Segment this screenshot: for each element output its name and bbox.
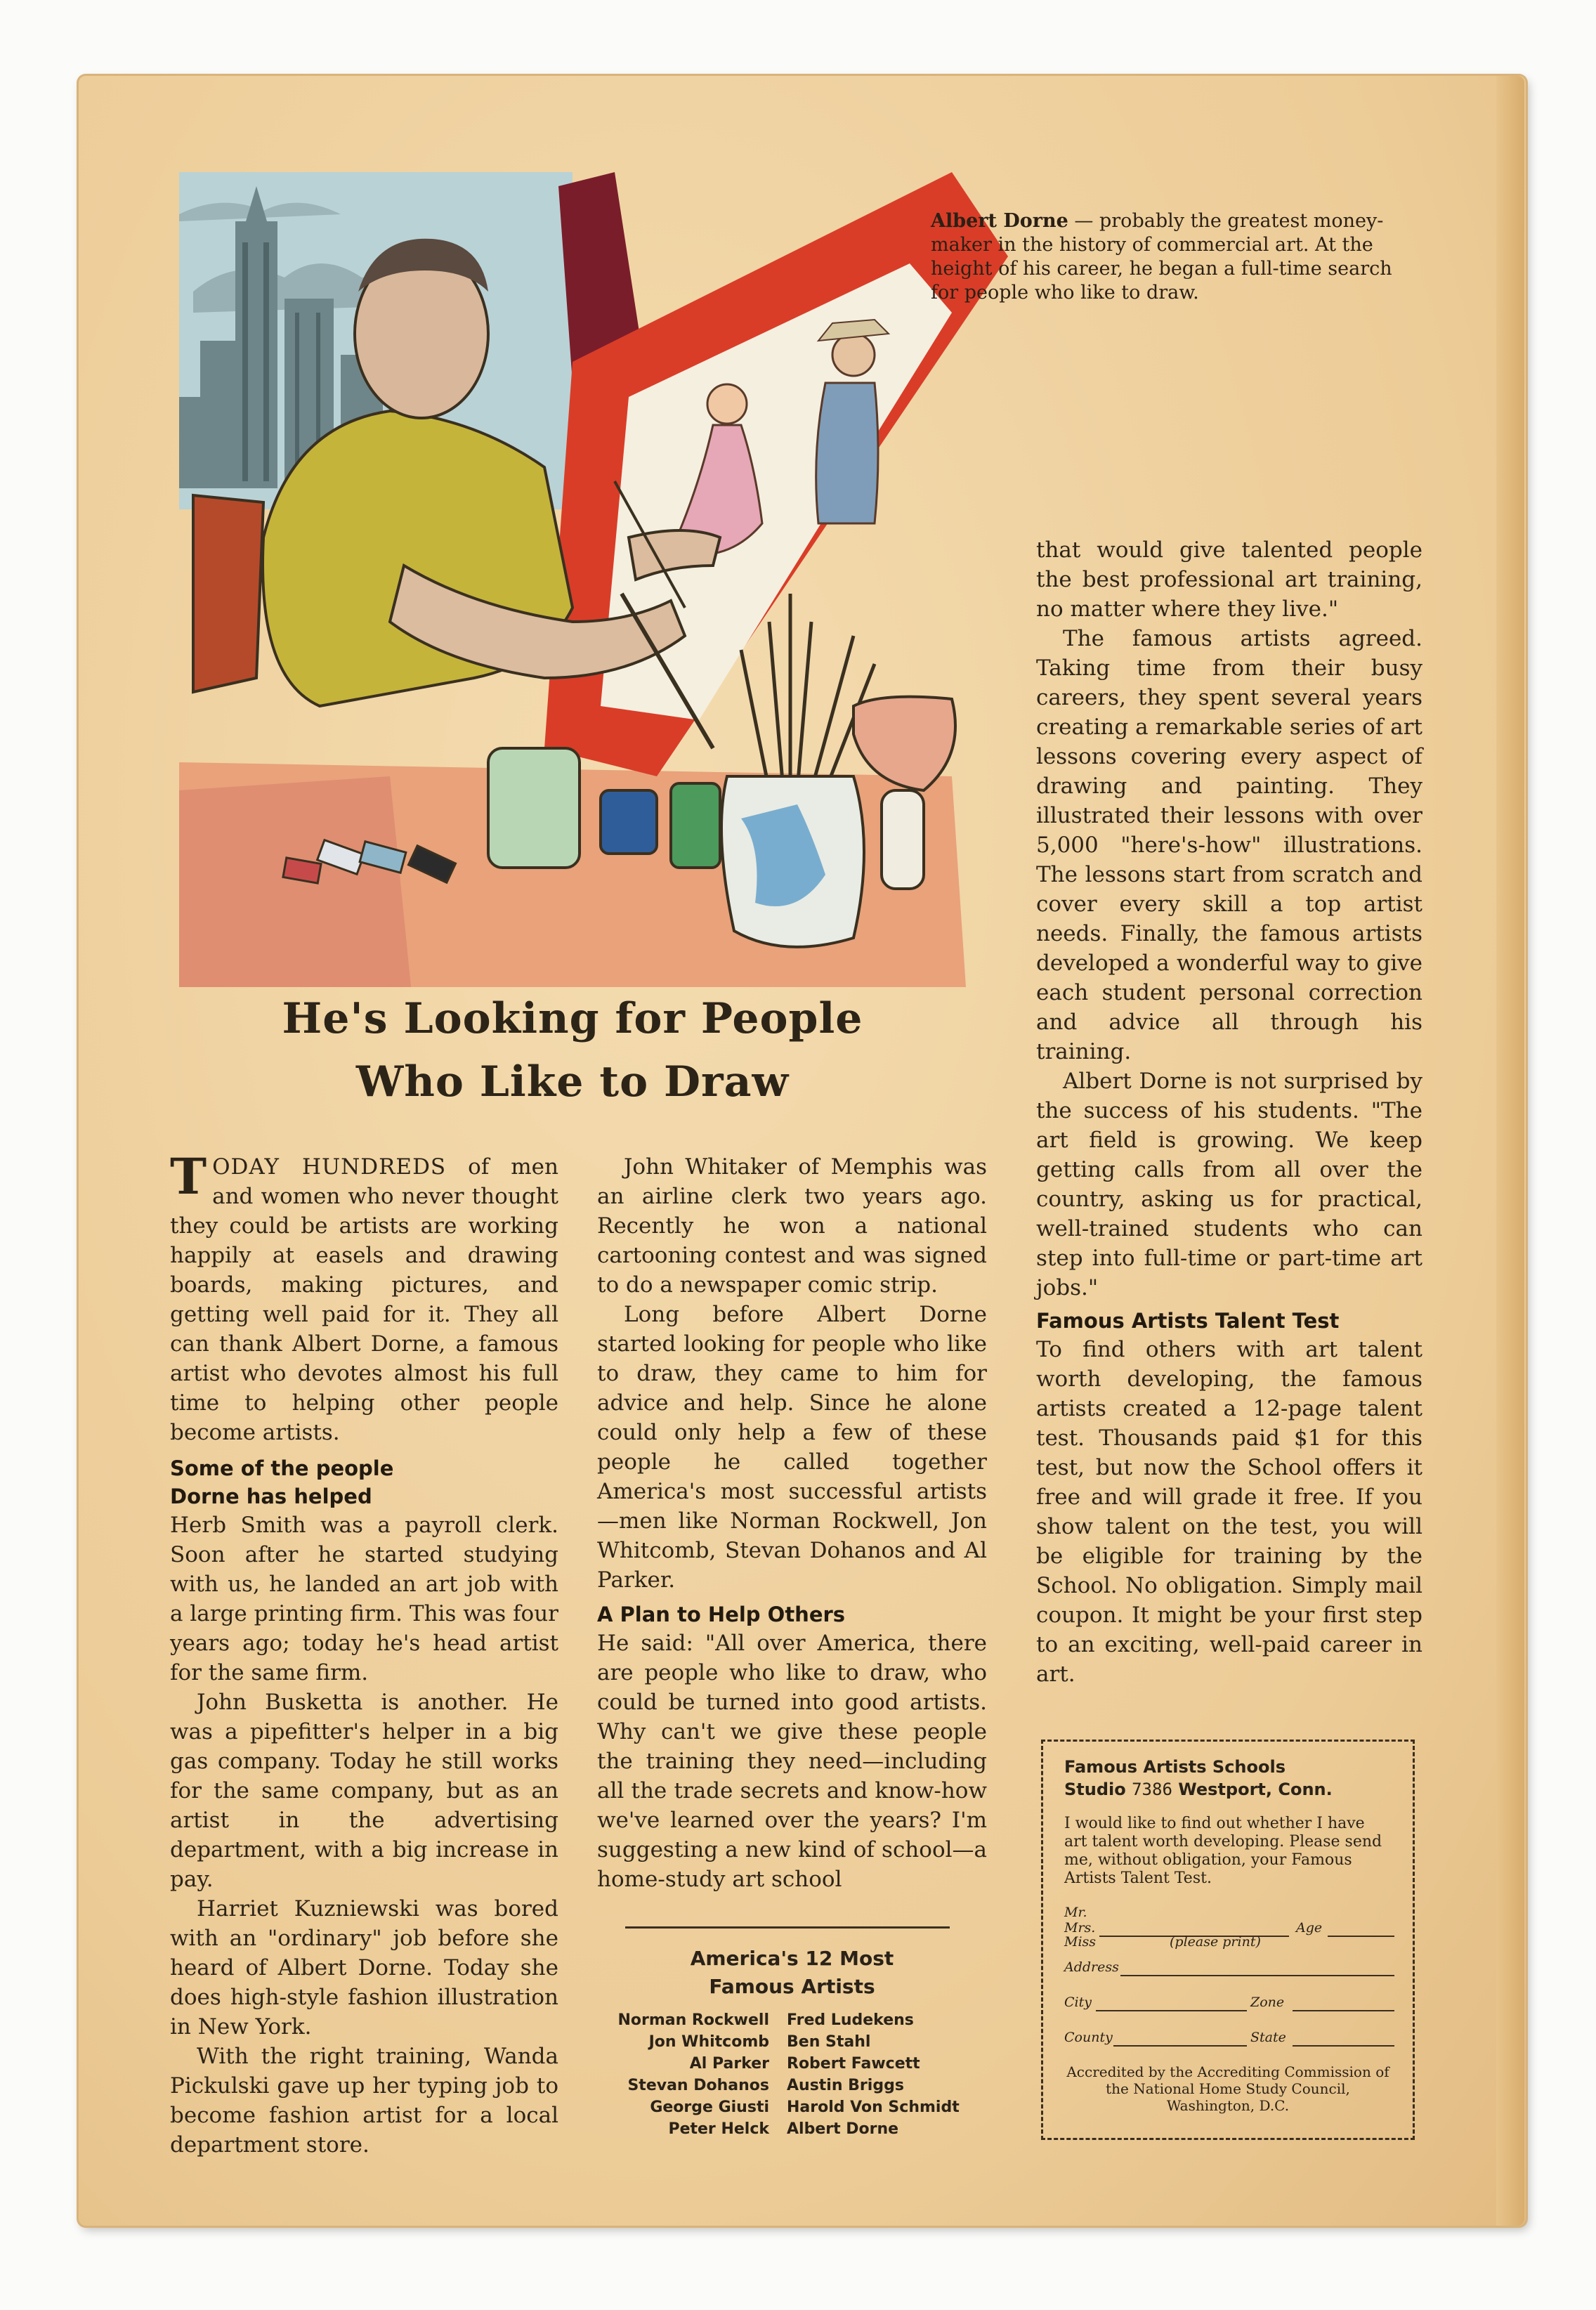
city-label: City (1064, 1995, 1092, 2010)
list-item (590, 2075, 998, 2096)
mrs-label: Mrs. (1064, 1920, 1096, 1936)
studio-number: 7386 (1132, 1780, 1172, 1799)
divider (625, 1926, 950, 1929)
zone-line (1293, 2010, 1394, 2011)
artists-list (590, 2009, 998, 2140)
mail-coupon[interactable] (1041, 1740, 1415, 2140)
coupon-city: Westport, Conn. (1178, 1780, 1333, 1799)
artist-name: Jon Whitcomb (648, 2033, 769, 2051)
city-line (1096, 2010, 1247, 2011)
artists-list-title-line-1: America's 12 Most (690, 1947, 894, 1970)
list-item (590, 2031, 998, 2053)
coupon-school: Famous Artists Schools (1064, 1757, 1286, 1777)
article-column-1 (170, 1147, 558, 2160)
paragraph: Herb Smith was a payroll clerk. Soon after he started studying with us, he landed an art job with a large printing firm. This was four years ago; today he's head artist for the same firm. (170, 1513, 558, 1685)
coupon-address (1064, 1778, 1392, 1801)
artist-name: Albert Dorne (787, 2120, 899, 2138)
list-item (590, 2096, 998, 2118)
paragraph: With the right training, Wanda Pickulski gave up her typing job to become fashion artist for a local department store. (170, 2044, 558, 2158)
zone-label: Zone (1250, 1995, 1285, 2010)
list-item (590, 2118, 998, 2140)
headline-line-2: Who Like to Draw (355, 1057, 790, 1107)
artists-list-title-line-2: Famous Artists (709, 1975, 875, 1998)
studio-label: Studio (1064, 1780, 1126, 1799)
headline (162, 987, 983, 1114)
coupon-body: I would like to find out whether I have art talent worth developing. Please send me, without obligation, your Famous Artists Talent Test. (1064, 1815, 1382, 1887)
accreditation-note: Accredited by the Accrediting Commission of the National Home Study Council, Washington, D.C. (1066, 2063, 1389, 2114)
page-edge (1496, 76, 1524, 2226)
miss-row (1064, 1934, 1392, 1954)
miss-label: Miss (1064, 1934, 1097, 1950)
address-line (1120, 1975, 1394, 1976)
article-column-3 (1036, 535, 1422, 1689)
artist-name: Norman Rockwell (617, 2011, 769, 2029)
address-field[interactable] (1064, 1959, 1392, 1979)
artist-name: George Giusti (650, 2099, 769, 2116)
paragraph: Long before Albert Dorne started looking for people who like to draw, they came to him for advice and help. Since he alone could only help a few of these people he called together America's most successful artists —men like Norman Rockwell, Jon Whitcomb, Stevan Dohanos and Al Parker. (597, 1302, 987, 1593)
paragraph: He said: "All over America, there are people who like to draw, who could be turned into good artists. Why can't we give these people the training they need—including all the trade secrets and know-how we've learned over the years? I'm suggesting a new kind of school—a home-study art school (597, 1631, 987, 1892)
illustration-caption (931, 209, 1422, 305)
subheading: Famous Artists Talent Test (1036, 1309, 1340, 1333)
list-item (590, 2053, 998, 2075)
artists-list-title (597, 1945, 987, 2001)
county-line (1113, 2045, 1247, 2047)
paragraph: that would give talented people the best professional art training, no matter where they live." (1036, 537, 1422, 622)
paragraph: John Busketta is another. He was a pipefitter's helper in a big gas company. Today he still works for the same company, but as an artist in the advertising department, with a big increase in pay. (170, 1690, 558, 1892)
artist-name: Austin Briggs (787, 2077, 904, 2094)
age-label: Age (1296, 1920, 1323, 1936)
paragraph-text: of men and women who never thought they could be artists are working happily at easels and drawing boards, making pictures, and getting well paid for it. They all can thank Albert Dorne, a famous artist who devotes almost his full time to helping other people become artists. (170, 1154, 558, 1445)
artist-name: Ben Stahl (787, 2033, 871, 2051)
subheading-line-2: Dorne has helped (170, 1484, 372, 1508)
paragraph: To find others with art talent worth developing, the famous artists created a 12-page talent test. Thousands paid $1 for this test, but now the School offers it free and will grade it free. If you show talent on the test, you will be eligible for training by the School. No obligation. Simply mail coupon. It might be your first step to an exciting, well-paid career in art. (1036, 1337, 1422, 1687)
artist-name: Al Parker (689, 2055, 769, 2073)
mr-label: Mr. (1064, 1905, 1087, 1920)
paragraph: Albert Dorne is not surprised by the success of his students. "The art field is growing. We keep getting calls from all over the country, asking us for practical, well-trained students who can step into full-time or part-time art jobs." (1036, 1069, 1422, 1300)
paragraph: Harriet Kuzniewski was bored with an "ordinary" job before she heard of Albert Dorne. Today she does high-style fashion illustration in New York. (170, 1896, 558, 2040)
state-label: State (1250, 2030, 1286, 2045)
subheading: A Plan to Help Others (597, 1603, 846, 1626)
paragraph (170, 1147, 558, 1447)
paragraph: John Whitaker of Memphis was an airline clerk two years ago. Recently he won a national cartooning contest and was signed to do a newspaper comic strip. (597, 1154, 987, 1298)
artist-name: Fred Ludekens (787, 2011, 914, 2029)
subheading-line-1: Some of the people (170, 1456, 394, 1480)
paragraph: The famous artists agreed. Taking time from their busy careers, they spent several years creating a remarkable series of art lessons covering every aspect of drawing and painting. They illustrated their lessons with over 5,000 "here's-how" illustrations. The lessons start from scratch and cover every skill a top artist needs. Finally, the famous artists developed a wonderful way to give each student personal correction and advice all through his training. (1036, 626, 1422, 1064)
artist-name: Peter Helck (668, 2120, 769, 2138)
article-column-2 (597, 1152, 987, 1894)
headline-line-1: He's Looking for People (282, 994, 863, 1043)
city-zone-field[interactable] (1064, 1995, 1392, 2014)
artist-illustration (179, 172, 1008, 987)
artist-name: Harold Von Schmidt (787, 2099, 960, 2116)
county-state-field[interactable] (1064, 2030, 1392, 2049)
caption-name: Albert Dorne (931, 210, 1068, 232)
list-item (590, 2009, 998, 2031)
artist-name: Stevan Dohanos (627, 2077, 769, 2094)
caption-text: — probably the greatest money-maker in the history of commercial art. At the height of his career, he began a full-time search for people who like to draw. (931, 210, 1392, 304)
state-line (1293, 2045, 1394, 2047)
lead-in: ODAY HUNDREDS (212, 1154, 447, 1180)
subheading (170, 1454, 558, 1510)
address-label: Address (1064, 1959, 1119, 1975)
artist-name: Robert Fawcett (787, 2055, 920, 2073)
drop-cap: T (170, 1147, 207, 1206)
please-print-label: (please print) (1170, 1934, 1261, 1950)
county-label: County (1064, 2030, 1113, 2045)
